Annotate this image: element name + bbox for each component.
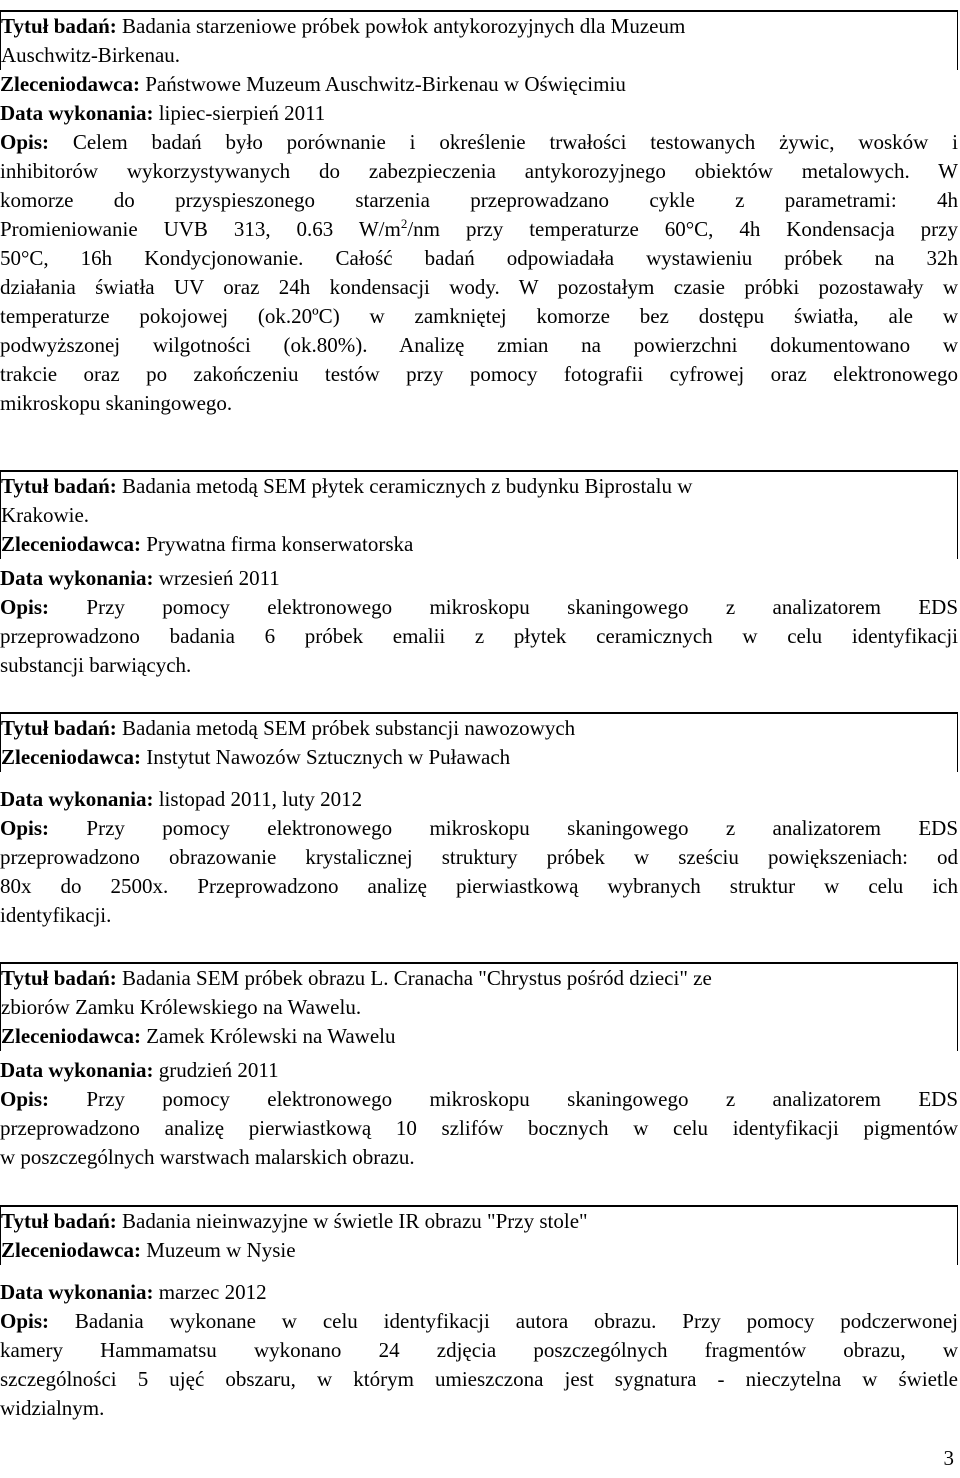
entry-date: Data wykonania: wrzesień 2011 xyxy=(0,566,280,590)
entry-date: Data wykonania: listopad 2011, luty 2012 xyxy=(0,787,363,811)
research-entry-4 xyxy=(0,962,958,1172)
entry-date: Data wykonania: lipiec-sierpień 2011 xyxy=(0,101,326,125)
entry-title-cont: Krakowie. xyxy=(1,503,90,527)
entry-desc-line: podwyższonej wilgotności (ok.80%). Analizę zmian na powierzchni dokumentowano w xyxy=(0,333,958,357)
entry-desc-line: w poszczególnych warstwach malarskich obrazu. xyxy=(0,1145,415,1169)
entry-desc-line: inhibitorów wykorzystywanych do zabezpieczenia antykorozyjnego obiektów metalowych. W xyxy=(0,159,958,183)
entry-title: Tytuł badań: Badania starzeniowe próbek powłok antykorozyjnych dla Muzeum xyxy=(1,14,686,38)
page-number: 3 xyxy=(943,1446,954,1470)
entry-title: Tytuł badań: Badania metodą SEM płytek ceramicznych z budynku Biprostalu w xyxy=(1,474,693,498)
entry-desc-line: przeprowadzono analizę pierwiastkową 10 szlifów bocznych w celu identyfikacji pigmentów xyxy=(0,1116,958,1140)
research-entry-2 xyxy=(0,470,958,680)
entry-desc-line: Opis: Celem badań było porównanie i określenie trwałości testowanych żywic, wosków i xyxy=(0,130,958,154)
entry-title-block xyxy=(0,962,958,1051)
entry-desc-line: Opis: Badania wykonane w celu identyfikacji autora obrazu. Przy pomocy podczerwonej xyxy=(0,1309,958,1333)
entry-desc-line: Opis: Przy pomocy elektronowego mikroskopu skaningowego z analizatorem EDS xyxy=(0,816,958,840)
entry-desc-line: mikroskopu skaningowego. xyxy=(0,391,233,415)
entry-desc-line: 80x do 2500x. Przeprowadzono analizę pierwiastkową wybranych struktur w celu ich xyxy=(0,874,958,898)
entry-desc-line: szczególności 5 ujęć obszaru, w którym umieszczona jest sygnatura - nieczytelna w świetle xyxy=(0,1367,958,1391)
entry-client: Zleceniodawca: Muzeum w Nysie xyxy=(1,1238,296,1262)
entry-title-block xyxy=(0,1205,958,1265)
research-entry-1 xyxy=(0,10,958,418)
entry-date: Data wykonania: grudzień 2011 xyxy=(0,1058,279,1082)
entry-title: Tytuł badań: Badania metodą SEM próbek substancji nawozowych xyxy=(1,716,576,740)
entry-desc-line: Opis: Przy pomocy elektronowego mikroskopu skaningowego z analizatorem EDS xyxy=(0,595,958,619)
entry-desc-line: komorze do przyspieszonego starzenia przeprowadzano cykle z parametrami: 4h xyxy=(0,188,958,212)
entry-client: Zleceniodawca: Państwowe Muzeum Auschwitz-Birkenau w Oświęcimiu xyxy=(0,72,626,96)
entry-title-block xyxy=(0,10,958,70)
research-entry-3 xyxy=(0,712,958,930)
entry-client: Zleceniodawca: Prywatna firma konserwatorska xyxy=(1,532,414,556)
entry-title-block xyxy=(0,470,958,559)
entry-title: Tytuł badań: Badania SEM próbek obrazu L. Cranacha "Chrystus pośród dzieci" ze xyxy=(1,966,712,990)
entry-desc-line: 50°C, 16h Kondycjonowanie. Całość badań odpowiadała wystawieniu próbek na 32h xyxy=(0,246,958,270)
entry-title-block xyxy=(0,712,958,772)
research-entry-5 xyxy=(0,1205,958,1423)
entry-client: Zleceniodawca: Instytut Nawozów Sztucznych w Puławach xyxy=(1,745,511,769)
entry-client: Zleceniodawca: Zamek Królewski na Wawelu xyxy=(1,1024,396,1048)
entry-desc-line: Opis: Przy pomocy elektronowego mikroskopu skaningowego z analizatorem EDS xyxy=(0,1087,958,1111)
entry-title-cont: Auschwitz-Birkenau. xyxy=(1,43,181,67)
entry-title-cont: zbiorów Zamku Królewskiego na Wawelu. xyxy=(1,995,362,1019)
entry-date: Data wykonania: marzec 2012 xyxy=(0,1280,267,1304)
entry-desc-line: działania światła UV oraz 24h kondensacji wody. W pozostałym czasie próbki pozostawały w xyxy=(0,275,958,299)
entry-desc-line: substancji barwiących. xyxy=(0,653,192,677)
entry-desc-line: przeprowadzono badania 6 próbek emalii z płytek ceramicznych w celu identyfikacji xyxy=(0,624,958,648)
entry-desc-line: przeprowadzono obrazowanie krystalicznej struktury próbek w sześciu powiększeniach: od xyxy=(0,845,958,869)
entry-desc-line: kamery Hammamatsu wykonano 24 zdjęcia poszczególnych fragmentów obrazu, w xyxy=(0,1338,958,1362)
entry-title: Tytuł badań: Badania nieinwazyjne w świetle IR obrazu "Przy stole" xyxy=(1,1209,588,1233)
entry-desc-line: Promieniowanie UVB 313, 0.63 $W/m^2/nm$ przy temperaturze 60°C, 4h Kondensacja przy xyxy=(0,216,958,241)
entry-desc-line: temperaturze pokojowej (ok.20ºC) w zamkniętej komorze bez dostępu światła, ale w xyxy=(0,304,958,328)
entry-desc-line: identyfikacji. xyxy=(0,903,112,927)
entry-desc-line: trakcie oraz po zakończeniu testów przy pomocy fotografii cyfrowej oraz elektronowego xyxy=(0,362,958,386)
entry-desc-line: widzialnym. xyxy=(0,1396,105,1420)
